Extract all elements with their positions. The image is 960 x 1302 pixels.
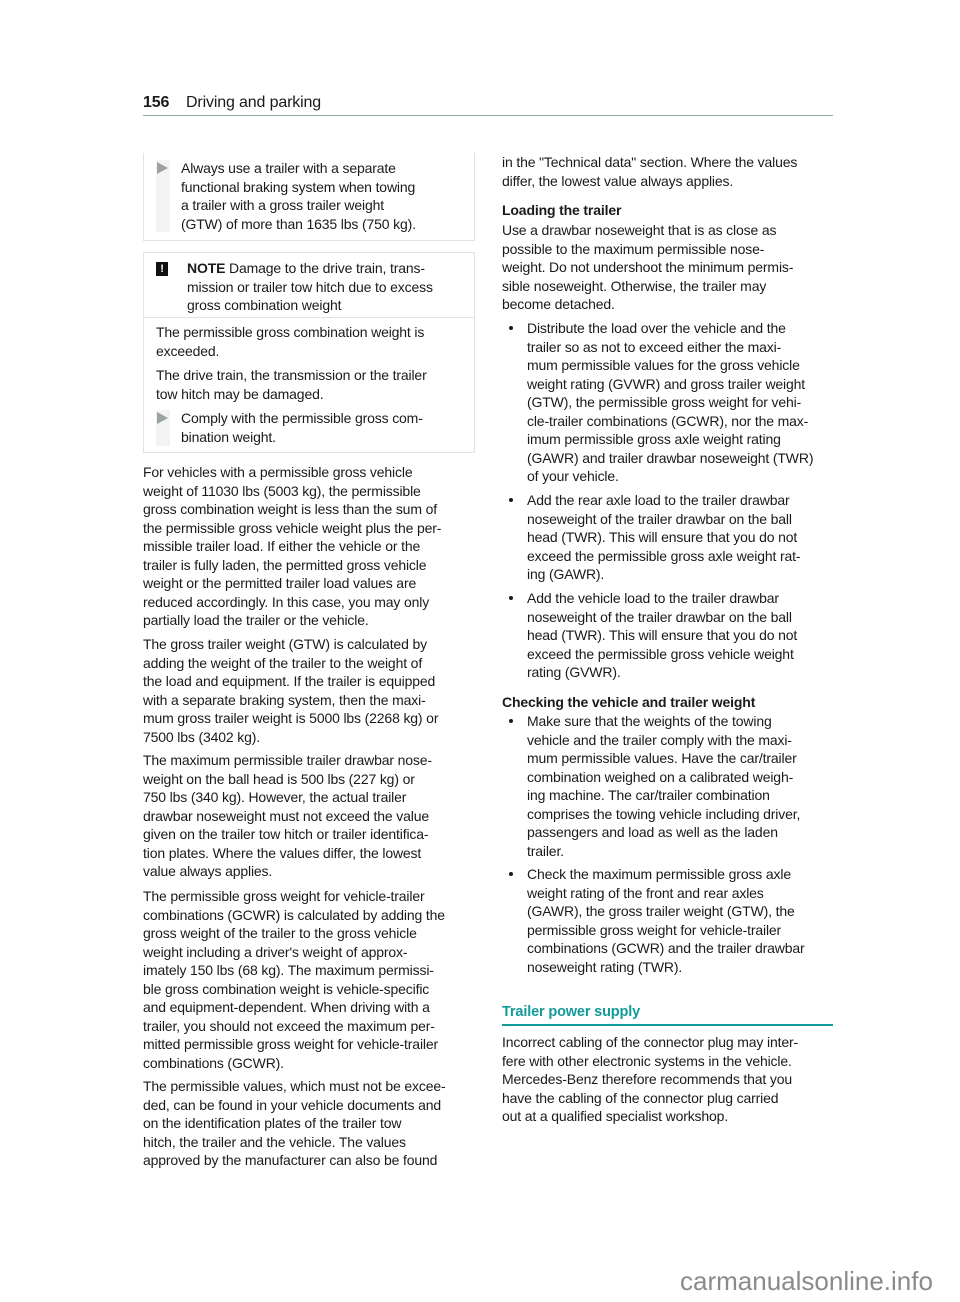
- text-line: on the identification plates of the trailer tow: [143, 1115, 402, 1131]
- body-paragraph: [143, 887, 445, 1072]
- text-line: mum gross trailer weight is 5000 lbs (2268 kg) or: [143, 710, 439, 726]
- text-line: (GAWR) and trailer drawbar noseweight (TWR): [527, 449, 814, 466]
- text-line: noseweight of the trailer drawbar on the ball: [527, 510, 792, 527]
- text-line: partially load the trailer or the vehicle.: [143, 612, 369, 628]
- text-line: and equipment-dependent. When driving with a: [143, 999, 430, 1015]
- bullet-item: [527, 712, 800, 860]
- text-line: out at a qualified specialist workshop.: [502, 1108, 729, 1124]
- text-line: of your vehicle.: [527, 468, 619, 484]
- text-line: functional braking system when towing: [181, 178, 416, 195]
- tip-text: [181, 159, 416, 233]
- note-paragraph: [156, 366, 427, 403]
- text-line: exceed the permissible gross vehicle weight: [527, 645, 794, 662]
- action-arrow-icon: [157, 162, 168, 174]
- text-line: given on the trailer tow hitch or trailer identifica-: [143, 826, 429, 842]
- text-line: weight rating (GVWR) and gross trailer weight: [527, 375, 806, 392]
- body-paragraph: [502, 221, 793, 314]
- bullet-item: [527, 865, 805, 976]
- text-line: permissible gross weight for vehicle-trailer: [527, 921, 782, 938]
- text-line: (GTW) of more than 1635 lbs (750 kg).: [181, 215, 416, 232]
- text-line: have the cabling of the connector plug carried: [502, 1089, 779, 1106]
- text-line: ble gross combination weight is vehicle-specific: [143, 980, 430, 997]
- checking-heading: Checking the vehicle and trailer weight: [502, 694, 756, 710]
- text-line: tow hitch may be damaged.: [156, 385, 324, 402]
- text-line: Make sure that the weights of the towing: [527, 713, 772, 729]
- text-line: exceeded.: [156, 342, 220, 359]
- body-paragraph: [143, 463, 441, 630]
- text-line: trailer, you should not exceed the maximum per-: [143, 1017, 435, 1034]
- page-number: 156: [143, 94, 170, 111]
- text-line: head (TWR). This will ensure that you do not: [527, 529, 798, 545]
- text-line: The gross trailer weight (GTW) is calculated by: [143, 636, 427, 652]
- text-line: imately 150 lbs (68 kg). The maximum permissi-: [143, 962, 434, 978]
- text-line: Add the rear axle load to the trailer drawbar: [527, 492, 790, 508]
- text-line: hitch, the trailer and the vehicle. The values: [143, 1133, 406, 1150]
- text-line: weight. Do not undershoot the minimum permis-: [502, 259, 794, 275]
- text-line: missible trailer load. If either the vehicle or the: [143, 538, 421, 554]
- note-action: [181, 409, 423, 446]
- text-line: The permissible values, which must not be excee-: [143, 1078, 446, 1094]
- body-paragraph: [143, 751, 432, 881]
- text-line: Use a drawbar noseweight that is as close as: [502, 222, 777, 238]
- bullet-item: [527, 319, 813, 486]
- heading-underline: [502, 1024, 833, 1026]
- text-line: mitted permissible gross weight for vehicle-trailer: [143, 1036, 439, 1052]
- watermark: carmanualsonline.info: [680, 1266, 933, 1296]
- text-line: head (TWR). This will ensure that you do not: [527, 627, 798, 643]
- text-line: become detached.: [502, 296, 615, 312]
- text-line: comprises the towing vehicle including driver,: [527, 805, 801, 822]
- text-line: weight including a driver's weight of approx-: [143, 943, 408, 960]
- body-paragraph: [502, 153, 797, 190]
- text-line: weight of 11030 lbs (5003 kg), the permissible: [143, 482, 421, 499]
- text-line: gross weight of the trailer to the gross vehicle: [143, 925, 417, 941]
- text-line: combinations (GCWR) and the trailer drawbar: [527, 940, 805, 956]
- text-line: imum permissible gross axle weight rating: [527, 431, 781, 447]
- text-line: ded, can be found in your vehicle documents and: [143, 1096, 442, 1113]
- text-line: Incorrect cabling of the connector plug may inter-: [502, 1034, 798, 1050]
- bullet-icon: [509, 872, 513, 876]
- text-line: (GAWR), the gross trailer weight (GTW), the: [527, 903, 795, 919]
- text-line: passengers and load as well as the laden: [527, 824, 778, 840]
- text-line: approved by the manufacturer can also be found: [143, 1152, 438, 1168]
- text-line: exceed the permissible gross axle weight rat-: [527, 547, 801, 564]
- text-line: Distribute the load over the vehicle and the: [527, 320, 786, 336]
- header-divider: [143, 115, 833, 116]
- section-title: Driving and parking: [186, 94, 322, 111]
- text-line: 750 lbs (340 kg). However, the actual trailer: [143, 789, 407, 805]
- text-line: sible noseweight. Otherwise, the trailer may: [502, 277, 767, 294]
- text-line: weight on the ball head is 500 lbs (227 kg) or: [143, 770, 415, 787]
- text-line: trailer is fully laden, the permitted gross vehicle: [143, 556, 427, 573]
- text-line: The drive train, the transmission or the trailer: [156, 367, 427, 383]
- note-paragraph: [156, 323, 424, 360]
- text-line: trailer.: [527, 842, 564, 859]
- text-line: The permissible gross weight for vehicle-trailer: [143, 888, 425, 904]
- text-line: drawbar noseweight must not exceed the value: [143, 807, 430, 824]
- warning-exclamation-icon: !: [156, 262, 168, 276]
- body-paragraph: [143, 635, 438, 746]
- text-line: reduced accordingly. In this case, you may only: [143, 593, 430, 610]
- bullet-icon: [509, 719, 513, 723]
- text-line: ing machine. The car/trailer combination: [527, 787, 770, 803]
- text-line: Check the maximum permissible gross axle: [527, 866, 791, 882]
- text-line: noseweight of the trailer drawbar on the ball: [527, 608, 792, 625]
- note-label: NOTE: [187, 260, 226, 276]
- text-line: fere with other electronic systems in the vehicle.: [502, 1052, 792, 1069]
- text-line: differ, the lowest value always applies.: [502, 172, 734, 189]
- bullet-icon: [509, 596, 513, 600]
- text-line: with a separate braking system, then the maxi-: [143, 691, 426, 708]
- text-line: gross combination weight is less than the sum of: [143, 501, 437, 517]
- text-line: the load and equipment. If the trailer is equipped: [143, 673, 436, 689]
- text-line: combination weighed on a calibrated weigh-: [527, 768, 794, 785]
- text-line: cle-trailer combinations (GCWR), nor the max-: [527, 412, 809, 429]
- text-line: in the "Technical data" section. Where the values: [502, 154, 798, 170]
- text-line: mum permissible values for the gross vehicle: [527, 357, 800, 373]
- text-line: combinations (GCWR).: [143, 1054, 284, 1071]
- body-paragraph: [502, 1033, 798, 1126]
- loading-heading: Loading the trailer: [502, 202, 622, 218]
- text-line: tion plates. Where the values differ, the lowest: [143, 844, 422, 861]
- text-line: Add the vehicle load to the trailer drawbar: [527, 590, 779, 606]
- text-line: Always use a trailer with a separate: [181, 160, 396, 176]
- text-line: possible to the maximum permissible nose-: [502, 240, 765, 257]
- bullet-item: [527, 491, 800, 584]
- text-line: 7500 lbs (3402 kg).: [143, 728, 261, 745]
- power-supply-heading: Trailer power supply: [502, 1004, 641, 1020]
- text-line: vehicle and the trailer comply with the maxi-: [527, 731, 792, 748]
- text-line: the permissible gross vehicle weight plus the per-: [143, 519, 442, 536]
- text-line: (GTW), the permissible gross weight for vehi-: [527, 394, 802, 410]
- text-line: ing (GAWR).: [527, 566, 605, 582]
- bullet-item: [527, 589, 797, 682]
- text-line: For vehicles with a permissible gross vehicle: [143, 464, 413, 480]
- text-line: mum permissible values. Have the car/trailer: [527, 750, 797, 766]
- text-line: combinations (GCWR) is calculated by adding the: [143, 906, 445, 923]
- text-line: rating (GVWR).: [527, 664, 621, 680]
- text-line: adding the weight of the trailer to the weight of: [143, 654, 423, 671]
- text-line: value always applies.: [143, 863, 273, 879]
- text-line: The maximum permissible trailer drawbar nose-: [143, 752, 432, 768]
- text-line: bination weight.: [181, 428, 276, 445]
- text-line: weight rating of the front and rear axles: [527, 884, 764, 901]
- text-line: Comply with the permissible gross com-: [181, 410, 423, 426]
- body-paragraph: [143, 1077, 446, 1170]
- text-line: weight or the permitted trailer load values are: [143, 575, 417, 591]
- text-line: a trailer with a gross trailer weight: [181, 197, 384, 213]
- action-arrow-icon: [157, 412, 168, 424]
- bullet-icon: [509, 498, 513, 502]
- text-line: noseweight rating (TWR).: [527, 958, 683, 975]
- text-line: Mercedes-Benz therefore recommends that you: [502, 1071, 793, 1087]
- text-line: trailer so as not to exceed either the maxi-: [527, 338, 782, 355]
- note-title: NOTE Damage to the drive train, trans- mission or trailer tow hitch due to excess gross combination weight: [187, 260, 433, 313]
- text-line: The permissible gross combination weight is: [156, 324, 425, 340]
- bullet-icon: [509, 326, 513, 330]
